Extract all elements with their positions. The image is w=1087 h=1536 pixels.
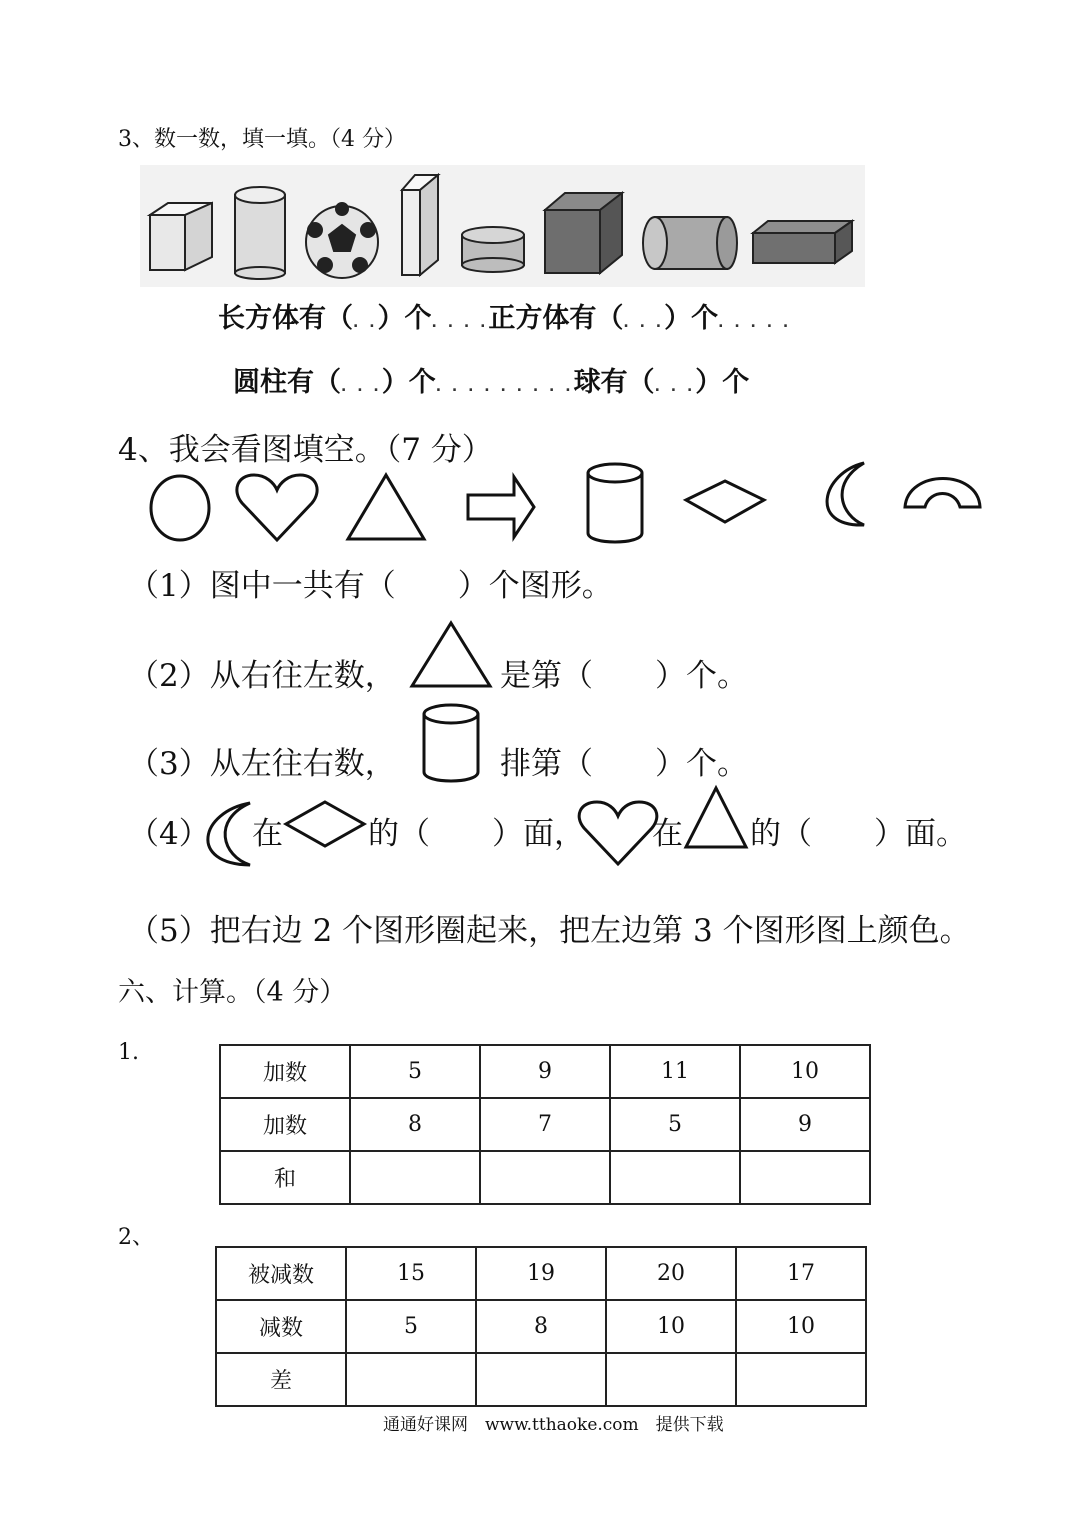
footer-credit: 通通好课网 www.tthaoke.com 提供下载: [383, 1415, 724, 1435]
arch-icon: [905, 479, 980, 508]
lying-cylinder-icon: [643, 217, 737, 269]
table-cell: 加数: [220, 1045, 350, 1098]
sphere-label: 球有（: [573, 367, 655, 398]
cube-unit: ）个: [664, 303, 719, 334]
q4-text-e: 的（ ）面。: [750, 816, 967, 852]
answer-cell[interactable]: [350, 1151, 480, 1204]
answer-cell[interactable]: [476, 1353, 606, 1406]
question-3: [128, 738, 396, 783]
q4-text-c: 的（ ）面，: [368, 816, 585, 852]
table-cell: 差: [216, 1353, 346, 1406]
q4-heart-icon: [578, 800, 658, 866]
table-row: [220, 1098, 870, 1151]
solids-illustration: [140, 165, 865, 287]
table-row: [220, 1045, 870, 1098]
triangle-icon: [348, 475, 424, 539]
table-row: [216, 1353, 866, 1406]
q2-text-a: （2）从右往左数，: [128, 658, 396, 694]
cylinder-label: 圆柱有（: [233, 367, 341, 398]
arrow-icon: [468, 477, 534, 537]
table-cell: 5: [610, 1098, 740, 1151]
cylinder-unit: ）个: [381, 367, 436, 398]
cuboid-unit: ）个: [377, 303, 432, 334]
addition-table: [219, 1044, 871, 1205]
q2-triangle-icon: [410, 620, 492, 690]
blank-cuboid[interactable]: . .: [353, 315, 378, 331]
question-2: [128, 650, 396, 695]
table-cell: 9: [740, 1098, 870, 1151]
table-cell: 15: [346, 1247, 476, 1300]
q2-text-b: 是第（ ）个。: [500, 658, 748, 694]
answer-cell[interactable]: [480, 1151, 610, 1204]
table-cell: 加数: [220, 1098, 350, 1151]
table-cell: 8: [350, 1098, 480, 1151]
section3-title: 3、数一数，填一填。（4 分）: [118, 127, 406, 152]
answer-cell[interactable]: [610, 1151, 740, 1204]
blank-cube[interactable]: . . .: [623, 315, 665, 331]
table-cell: 10: [606, 1300, 736, 1353]
q4-crescent-icon: [192, 800, 252, 868]
section6-title: 六、计算。（4 分）: [118, 977, 347, 1008]
table-row: [216, 1300, 866, 1353]
answer-cell[interactable]: [346, 1353, 476, 1406]
table-cell: 8: [476, 1300, 606, 1353]
table-cell: 20: [606, 1247, 736, 1300]
q4-text-a: （4）: [128, 816, 210, 852]
cuboid-label: 长方体有（: [218, 303, 353, 334]
q4-triangle-icon: [684, 786, 748, 850]
q3-text-a: （3）从左往右数，: [128, 746, 396, 782]
table2-label: 2、: [118, 1225, 154, 1250]
table-cell: 9: [480, 1045, 610, 1098]
q4-text-d: 在: [652, 816, 683, 852]
blank-cylinder[interactable]: . . .: [341, 379, 382, 395]
subtraction-table: [215, 1246, 867, 1407]
table-cell: 被减数: [216, 1247, 346, 1300]
question-1: （1）图中一共有（ ）个图形。: [128, 568, 613, 604]
dots: . . . .: [431, 315, 489, 331]
count-row-2: [233, 360, 749, 399]
table-cell: 10: [740, 1045, 870, 1098]
cube-label: 正方体有（: [488, 303, 624, 334]
short-cylinder-icon: [462, 227, 524, 272]
table-cell: 5: [346, 1300, 476, 1353]
rhombus-icon: [686, 481, 764, 522]
sphere-unit: ）个: [695, 367, 750, 398]
dots: . . . . . . . . .: [435, 379, 574, 395]
answer-cell[interactable]: [606, 1353, 736, 1406]
q4-text-b: 在: [252, 816, 283, 852]
flat-cuboid-icon: [753, 221, 852, 263]
q4-rhombus-icon: [284, 800, 366, 848]
blank-sphere[interactable]: . . .: [654, 379, 696, 395]
cylinder-outline-icon: [588, 464, 642, 542]
table1-label: 1.: [118, 1040, 139, 1065]
heart-icon: [237, 475, 317, 540]
cylinder-icon: [235, 187, 285, 279]
table-row: [220, 1151, 870, 1204]
section4-title: 4、我会看图填空。（7 分）: [118, 432, 493, 468]
count-row-1: [218, 296, 791, 335]
answer-cell[interactable]: [740, 1151, 870, 1204]
table-cell: 11: [610, 1045, 740, 1098]
table-cell: 和: [220, 1151, 350, 1204]
table-cell: 减数: [216, 1300, 346, 1353]
crescent-icon: [827, 463, 864, 525]
q3-cylinder-icon: [420, 702, 482, 786]
q3-text-b: 排第（ ）个。: [500, 746, 748, 782]
table-cell: 5: [350, 1045, 480, 1098]
table-cell: 7: [480, 1098, 610, 1151]
question-5: （5）把右边 2 个图形圈起来，把左边第 3 个图形图上颜色。: [128, 913, 971, 949]
cube-icon: [150, 203, 212, 270]
table-cell: 17: [736, 1247, 866, 1300]
circle-icon: [151, 476, 209, 540]
table-cell: 19: [476, 1247, 606, 1300]
dark-cube-icon: [545, 193, 622, 273]
shapes-row: [140, 455, 990, 545]
answer-cell[interactable]: [736, 1353, 866, 1406]
dots: . . . . .: [718, 315, 792, 331]
tall-cuboid-icon: [402, 175, 438, 275]
table-row: [216, 1247, 866, 1300]
table-cell: 10: [736, 1300, 866, 1353]
